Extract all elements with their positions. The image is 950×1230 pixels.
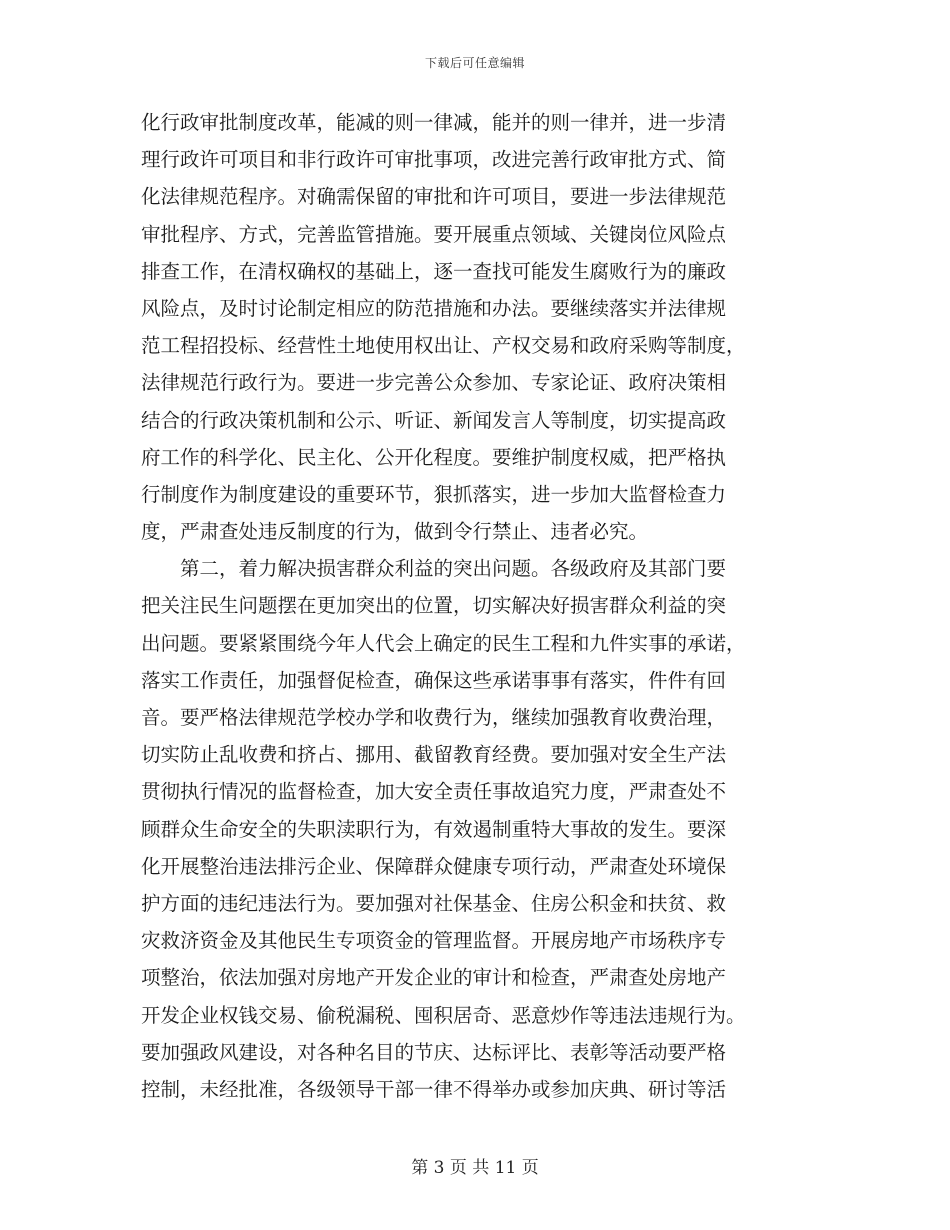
text-line: 化法律规范程序。对确需保留的审批和许可项目，要进一步法律规范 [141,185,727,209]
text-line: 风险点，及时讨论制定相应的防范措施和办法。要继续落实并法律规 [141,296,727,320]
text-line: 化开展整治违法排污企业、保障群众健康专项行动，严肃查处环境保 [141,854,727,878]
text-line: 项整治，依法加强对房地产开发企业的审计和检查，严肃查处房地产 [141,966,727,990]
paragraph-start-line: 第二，着力解决损害群众利益的突出问题。各级政府及其部门要 [141,557,727,581]
text-line: 落实工作责任，加强督促检查，确保这些承诺事事有落实，件件有回 [141,668,727,692]
text-line: 行制度作为制度建设的重要环节，狠抓落实，进一步加大监督检查力 [141,482,727,506]
text-line: 控制，未经批准，各级领导干部一律不得举办或参加庆典、研讨等活 [141,1077,727,1101]
text-line: 把关注民生问题摆在更加突出的位置，切实解决好损害群众利益的突 [141,594,727,618]
text-line: 结合的行政决策机制和公示、听证、新闻发言人等制度，切实提高政 [141,408,727,432]
text-line: 护方面的违纪违法行为。要加强对社保基金、住房公积金和扶贫、救 [141,891,727,915]
text-line: 度，严肃查处违反制度的行为，做到令行禁止、违者必究。 [141,520,649,544]
text-line: 要加强政风建设，对各种名目的节庆、达标评比、表彰等活动要严格 [141,1040,727,1064]
text-line: 顾群众生命安全的失职渎职行为，有效遏制重特大事故的发生。要深 [141,817,727,841]
text-line: 法律规范行政行为。要进一步完善公众参加、专家论证、政府决策相 [141,371,727,395]
text-line: 化行政审批制度改革，能减的则一律减，能并的则一律并，进一步清 [141,111,727,134]
page-number: 第 3 页 共 11 页 [411,1158,539,1178]
text-line: 范工程招投标、经营性土地使用权出让、产权交易和政府采购等制度， [141,334,746,358]
text-line: 灾救济资金及其他民生专项资金的管理监督。开展房地产市场秩序专 [141,929,727,953]
page-header: 下载后可任意编辑 [424,56,525,70]
text-line: 音。要严格法律规范学校办学和收费行为，继续加强教育收费治理， [141,706,727,729]
text-line: 出问题。要紧紧围绕今年人代会上确定的民生工程和九件实事的承诺， [141,631,746,655]
text-line: 府工作的科学化、民主化、公开化程度。要维护制度权威，把严格执 [141,445,727,469]
text-line: 贯彻执行情况的监督检查，加大安全责任事故追究力度，严肃查处不 [141,780,727,804]
body-text [141,104,813,1108]
text-line: 审批程序、方式，完善监管措施。要开展重点领域、关键岗位风险点 [141,222,727,246]
text-line: 理行政许可项目和非行政许可审批事项，改进完善行政审批方式、简 [141,148,727,172]
text-line: 开发企业权钱交易、偷税漏税、囤积居奇、恶意炒作等违法违规行为。 [141,1003,746,1027]
text-line: 切实防止乱收费和挤占、挪用、截留教育经费。要加强对安全生产法 [141,743,727,767]
text-line: 排查工作，在清权确权的基础上，逐一查找可能发生腐败行为的廉政 [141,259,727,283]
